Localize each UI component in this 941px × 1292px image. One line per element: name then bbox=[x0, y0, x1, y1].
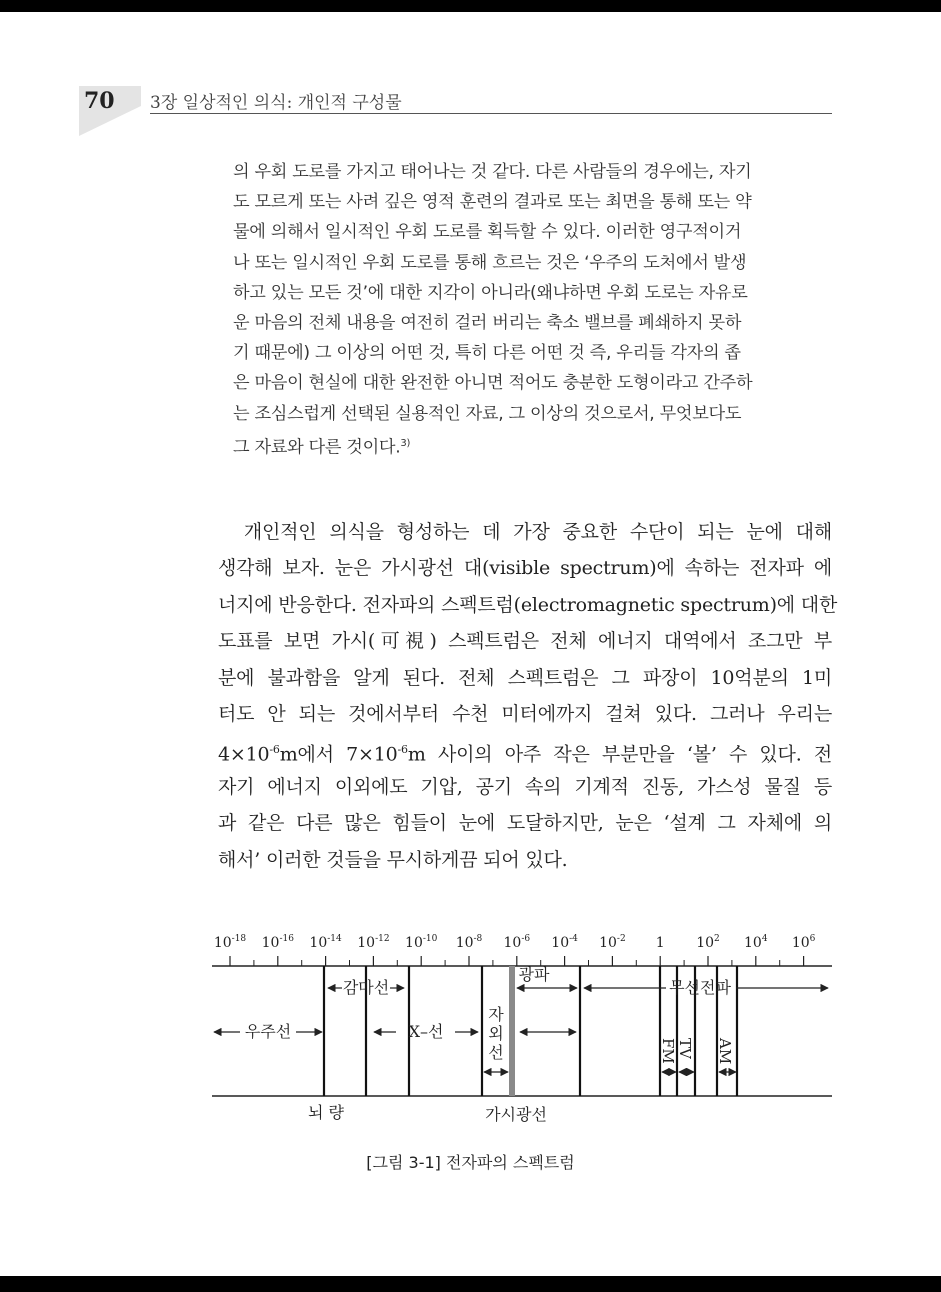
spectrum-figure bbox=[0, 920, 941, 1140]
quote-line: 기 때문에) 그 이상의 어떤 것, 특히 다른 어떤 것 즉, 우리들 각자의 좁 bbox=[233, 343, 741, 364]
tick-label: $10^{-4}$ bbox=[551, 934, 578, 951]
tick-label: $10^{-6}$ bbox=[503, 934, 531, 951]
gamma-ray-label: 감마선 bbox=[342, 978, 390, 997]
quote-line bbox=[233, 429, 815, 459]
page-number: 70 bbox=[84, 88, 115, 114]
tick-label: $10^{-8}$ bbox=[455, 934, 483, 951]
visible-band bbox=[509, 966, 515, 1096]
body-line: 자기 에너지 이외에도 기압, 공기 속의 기계적 진동, 가스성 물질 등 bbox=[218, 775, 832, 798]
light-wave-label: 광파 bbox=[518, 965, 550, 984]
uv-label-char: 외 bbox=[488, 1024, 504, 1043]
header-rule bbox=[150, 113, 832, 114]
uv-label-char: 자 bbox=[488, 1005, 504, 1024]
tick-label: $10^{-16}$ bbox=[261, 934, 294, 951]
tick-label: $10^4$ bbox=[744, 934, 768, 951]
tick-label: $10^{-12}$ bbox=[357, 934, 390, 951]
quote-line: 도 모르게 또는 사려 깊은 영적 훈련의 결과로 또는 최면을 통해 또는 약 bbox=[233, 192, 752, 213]
am-label: AM bbox=[716, 1038, 734, 1065]
body-line: 생각해 보자. 눈은 가시광선 대(visible spectrum)에 속하는 전자파 에 bbox=[218, 557, 832, 580]
exponent: -6 bbox=[269, 743, 280, 757]
body-line: 해서’ 이러한 것들을 무시하게끔 되어 있다. bbox=[218, 848, 568, 871]
cosmic-ray-label: 우주선 bbox=[244, 1022, 292, 1041]
quote-line: 하고 있는 모든 것’에 대한 지각이 아니라(왜냐하면 우회 도로는 자유로 bbox=[233, 282, 748, 303]
top-black-bar bbox=[0, 0, 941, 12]
quote-line: 은 마음이 현실에 대한 완전한 아니면 적어도 충분한 도형이라고 간주하 bbox=[233, 373, 753, 394]
tick-labels bbox=[214, 934, 816, 951]
body-line: 터도 안 되는 것에서부터 수천 미터에까지 걸쳐 있다. 그러나 우리는 bbox=[218, 702, 832, 725]
uv-label-char: 선 bbox=[488, 1043, 504, 1062]
body-line bbox=[218, 732, 832, 768]
fm-label: FM bbox=[659, 1038, 677, 1064]
tick-label: $10^{-2}$ bbox=[599, 934, 626, 951]
body-paragraph bbox=[218, 514, 838, 878]
tick-label: $10^{-10}$ bbox=[405, 934, 438, 951]
tick-label: $10^2$ bbox=[696, 934, 720, 951]
brain-label: 뇌 량 bbox=[308, 1103, 344, 1122]
body-line: 개인적인 의식을 형성하는 데 가장 중요한 수단이 되는 눈에 대해 bbox=[218, 521, 832, 543]
figure-caption: [그림 3-1] 전자파의 스펙트럼 bbox=[366, 1153, 575, 1172]
block-quote bbox=[233, 157, 815, 459]
body-segment: 4×10 bbox=[218, 743, 270, 766]
quote-line: 의 우회 도로를 가지고 태어나는 것 같다. 다른 사람들의 경우에는, 자기 bbox=[233, 162, 752, 182]
tick-label: $10^{-18}$ bbox=[213, 934, 247, 951]
quote-line: 운 마음의 전체 내용을 여전히 걸러 버리는 축소 밸브를 폐쇄하지 못하 bbox=[233, 312, 742, 333]
radio-wave-label: 무선전파 bbox=[669, 978, 731, 997]
body-line: 도표를 보면 가시(可視) 스펙트럼은 전체 에너지 대역에서 조그만 부 bbox=[218, 630, 832, 653]
footnote-marker: 3) bbox=[400, 437, 411, 449]
xray-label: X–선 bbox=[408, 1022, 444, 1041]
visible-light-label: 가시광선 bbox=[485, 1105, 547, 1124]
tick-label: $10^{-14}$ bbox=[309, 934, 342, 951]
tick-label: 1 bbox=[655, 935, 665, 951]
tv-label: TV bbox=[676, 1038, 694, 1059]
running-head: 3장 일상적인 의식: 개인적 구성물 bbox=[150, 93, 402, 113]
body-line: 분에 불과함을 알게 된다. 전체 스펙트럼은 그 파장이 10억분의 1미 bbox=[218, 666, 832, 689]
body-line: 과 같은 다른 많은 힘들이 눈에 도달하지만, 눈은 ‘설계 그 자체에 의 bbox=[218, 812, 832, 835]
body-segment: m에서 7×10 bbox=[279, 743, 398, 766]
spectrum-diagram bbox=[0, 920, 941, 1140]
quote-line: 는 조심스럽게 선택된 실용적인 자료, 그 이상의 것으로서, 무엇보다도 bbox=[233, 403, 742, 424]
tick-label: $10^6$ bbox=[791, 934, 816, 951]
quote-line-text: 그 자료와 다른 것이다. bbox=[233, 437, 401, 458]
body-segment: m 사이의 아주 작은 부분만을 ‘볼’ 수 있다. 전 bbox=[407, 743, 832, 766]
tick-marks bbox=[230, 956, 804, 966]
exponent: -6 bbox=[397, 743, 408, 757]
quote-line: 물에 의해서 일시적인 우회 도로를 획득할 수 있다. 이러한 영구적이거 bbox=[233, 222, 742, 243]
body-line: 너지에 반응한다. 전자파의 스펙트럼(electromagnetic spectrum)에 대한 bbox=[218, 593, 838, 616]
bottom-black-bar bbox=[0, 1276, 941, 1292]
quote-line: 나 또는 일시적인 우회 도로를 통해 흐르는 것은 ‘우주의 도처에서 발생 bbox=[233, 252, 747, 273]
